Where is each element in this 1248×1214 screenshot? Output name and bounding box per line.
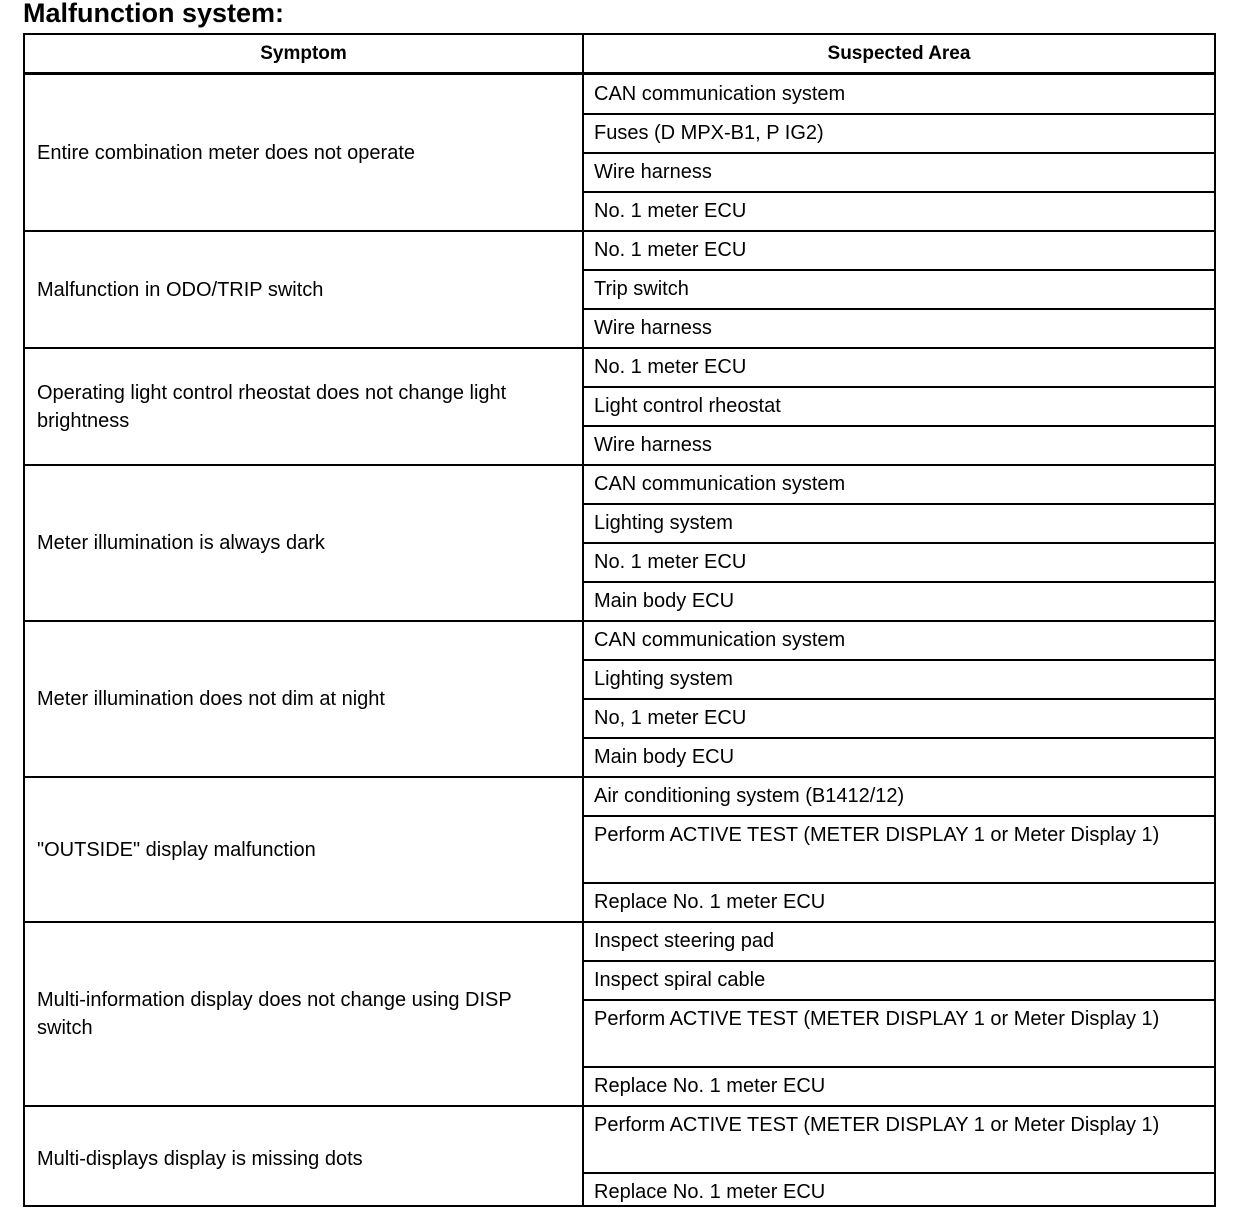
suspected-area-cell: Trip switch — [594, 278, 689, 300]
suspected-area-cell: Inspect steering pad — [594, 930, 775, 952]
suspected-area-cell: Air conditioning system (B1412/12) — [594, 785, 905, 807]
suspected-area-cell: No. 1 meter ECU — [594, 551, 747, 573]
suspected-area-cell: Replace No. 1 meter ECU — [594, 1181, 826, 1203]
page-title: Malfunction system: — [23, 0, 285, 28]
suspected-area-cell: Lighting system — [594, 668, 733, 690]
suspected-area-cell: Wire harness — [594, 161, 712, 183]
suspected-area-cell: Perform ACTIVE TEST (METER DISPLAY 1 or Meter Display 1) — [594, 1008, 1160, 1030]
suspected-area-cell: Main body ECU — [594, 746, 735, 768]
suspected-area-cell: CAN communication system — [594, 473, 846, 495]
symptom-cell: Entire combination meter does not operate — [37, 142, 415, 164]
symptom-cell: Malfunction in ODO/TRIP switch — [37, 278, 324, 301]
suspected-area-cell: Perform ACTIVE TEST (METER DISPLAY 1 or Meter Display 1) — [594, 1114, 1160, 1136]
malfunction-table — [23, 33, 1216, 1207]
suspected-area-cell: No. 1 meter ECU — [594, 356, 747, 378]
table-header — [25, 35, 1214, 75]
suspected-area-cell: Lighting system — [594, 512, 733, 534]
symptom-cell: Meter illumination is always dark — [37, 532, 325, 554]
suspected-area-cell: Perform ACTIVE TEST (METER DISPLAY 1 or Meter Display 1) — [594, 824, 1160, 846]
suspected-area-cell: CAN communication system — [594, 83, 846, 105]
suspected-area-cell: Wire harness — [594, 317, 712, 339]
symptom-cell: Multi-information display does not change using DISP switch — [37, 989, 512, 1039]
suspected-area-cell: No, 1 meter ECU — [594, 707, 747, 729]
suspected-area-cell: Replace No. 1 meter ECU — [594, 891, 826, 913]
suspected-area-cell: Wire harness — [594, 434, 712, 456]
header-suspected-area: Suspected Area — [827, 42, 971, 64]
symptom-cell: Operating light control rheostat does not change light brightness — [37, 381, 507, 432]
symptom-cell: Meter illumination does not dim at night — [37, 688, 385, 710]
symptom-cell: "OUTSIDE" display malfunction — [37, 838, 316, 861]
suspected-area-cell: CAN communication system — [594, 629, 846, 651]
suspected-area-cell: Replace No. 1 meter ECU — [594, 1075, 826, 1097]
symptom-cell: Multi-displays display is missing dots — [37, 1148, 363, 1170]
suspected-area-cell: Fuses (D MPX-B1, P IG2) — [594, 122, 824, 144]
suspected-area-cell: Inspect spiral cable — [594, 969, 766, 991]
suspected-area-cell: No. 1 meter ECU — [594, 239, 747, 261]
suspected-area-cell: Main body ECU — [594, 590, 735, 612]
suspected-area-cell: Light control rheostat — [594, 395, 781, 417]
suspected-area-cell: No. 1 meter ECU — [594, 200, 747, 222]
header-symptom: Symptom — [260, 42, 347, 64]
